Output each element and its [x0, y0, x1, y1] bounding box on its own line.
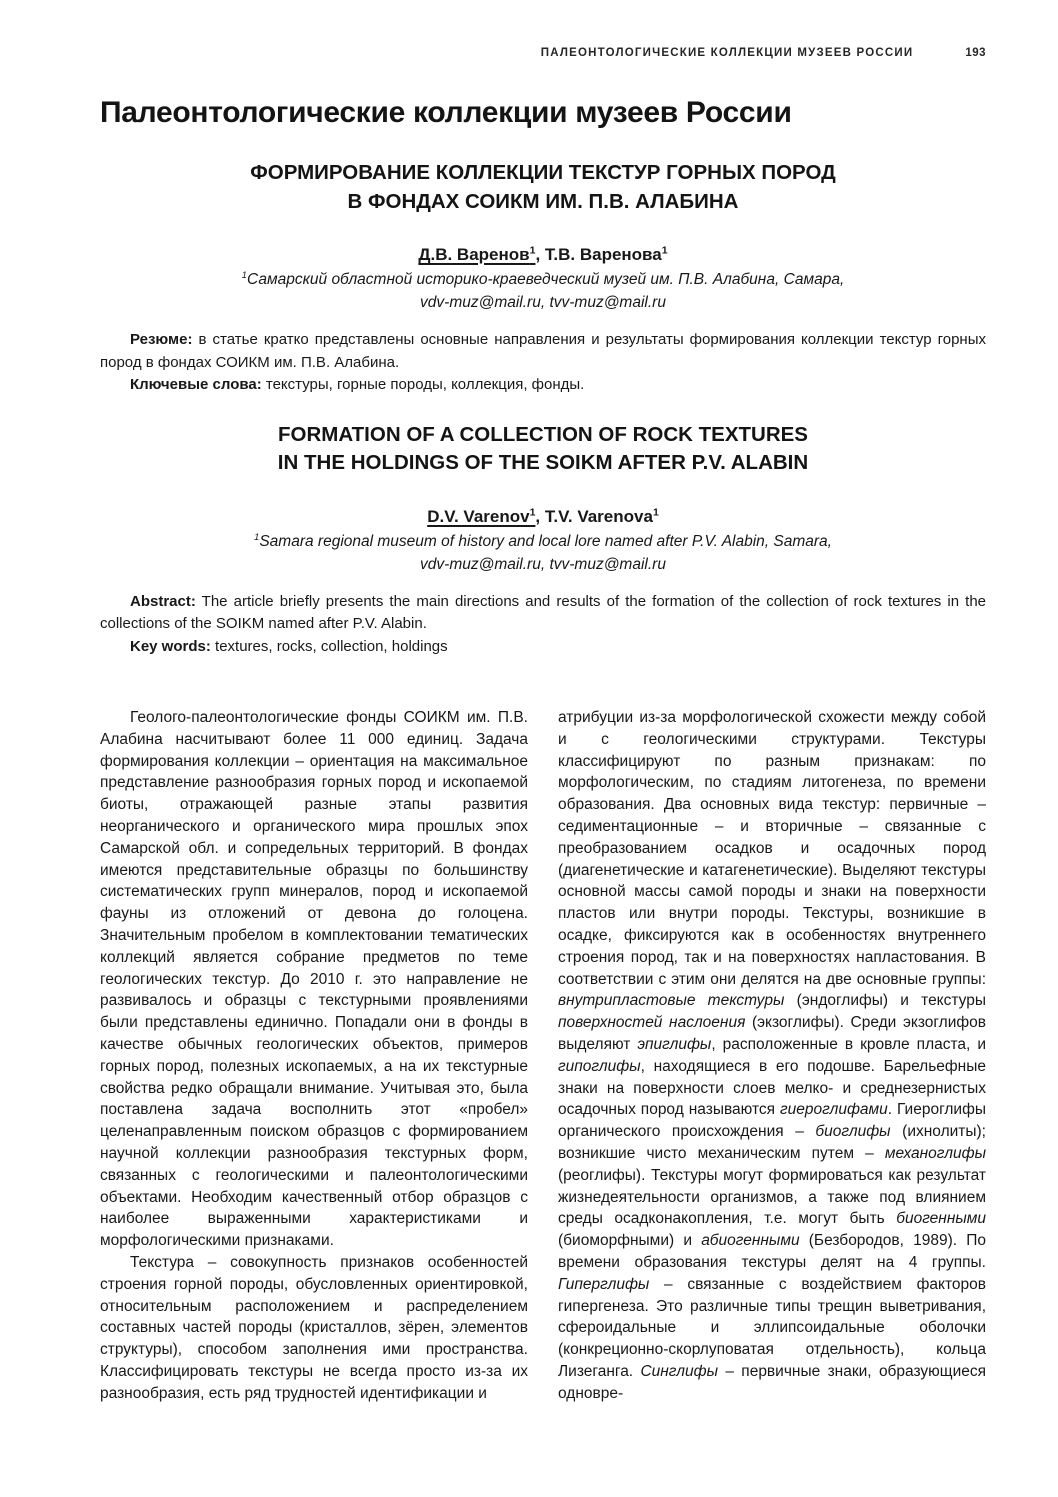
- abstract-en-text: The article briefly presents the main directions and results of the formation of the collection of rock textures in the collections of the SOIKM named after P.V. Alabin.: [100, 592, 986, 632]
- article-title-ru-line2: В ФОНДАХ СОИКМ ИМ. П.В. АЛАБИНА: [347, 189, 739, 213]
- keywords-en-label: Key words:: [130, 637, 211, 655]
- affiliation-ru-text: $^1$Самарский областной историко-краеведческий музей им. П.В. Алабина, Самара,: [241, 269, 845, 288]
- running-head: [100, 0, 986, 59]
- body-paragraph: Геолого-палеонтологические фонды СОИКМ им. П.В. Алабина насчитывают более 11 000 единиц. Задача формирования коллекции – ориентация на максимальное представление разнообразия горных пород и ископаемой биоты, отражающей разные этапы развития неорганического и органического мира прошлых эпох Самарской обл. и сопредельных территорий. В фондах имеются представительные образцы по большинству систематических групп минералов, пород и ископаемой фауны из отложений от девона до голоцена. Значительным пробелом в комплектовании тематических коллекций является собрание предметов по теме геологических текстур. До 2010 г. это направление не развивалось и образцы с текстурными проявлениями были представлены единично. Попадали они в фонды в качестве обычных геологических объектов, примеров горных пород, полезных ископаемых, а на их текстурные свойства редко обращали внимание. Учитывая это, была поставлена задача восполнить этот «пробел» целенаправленным поиском образцов с формированием научной коллекции разнообразия текстурных форм, связанных с геологическими и палеонтологическими объектами. Необходим качественный отбор образцов с наиболее выраженными характеристиками и морфологическими признаками.: [100, 709, 528, 1250]
- authors-en: [100, 507, 986, 527]
- article-title-en-line2: IN THE HOLDINGS OF THE SOIKM AFTER P.V. ALABIN: [277, 451, 809, 474]
- author-en-1: D.V. Varenov$^1$: [427, 505, 536, 526]
- page-content: [100, 0, 986, 1405]
- author-en-2: T.V. Varenova$^1$: [544, 505, 659, 526]
- author-ru-1: Д.В. Варенов$^1$: [418, 244, 536, 264]
- body-paragraph: Текстура – совокупность признаков особенностей строения горной породы, обусловленных ориентировкой, относительным расположением и распределением составных частей породы (кристаллов, зёрен, элементов структуры), способом заполнения ими пространства. Классифицировать текстуры не всегда просто из-за их разнообразия, есть ряд трудностей идентификации и: [100, 1253, 528, 1402]
- keywords-en-text: textures, rocks, collection, holdings: [210, 637, 448, 655]
- author-ru-2-affil-mark: 1: [661, 244, 668, 257]
- affiliation-ru-emails: vdv-muz@mail.ru, tvv-muz@mail.ru: [420, 294, 666, 311]
- body-column-left: [100, 707, 528, 1405]
- affiliation-en-emails: vdv-muz@mail.ru, tvv-muz@mail.ru: [420, 555, 666, 573]
- author-en-1-affil-mark: 1: [529, 505, 536, 518]
- affiliation-ru-mark: 1: [241, 269, 247, 281]
- body-column-right: [558, 707, 986, 1405]
- abstract-block-en: [100, 591, 986, 659]
- author-ru-2: Т.В. Варенова$^1$: [544, 244, 668, 264]
- page-number: 193: [965, 47, 986, 59]
- resume-ru: [100, 329, 986, 374]
- running-title: ПАЛЕОНТОЛОГИЧЕСКИЕ КОЛЛЕКЦИИ МУЗЕЕВ РОССИИ: [540, 47, 914, 59]
- article-title-ru: [100, 159, 986, 216]
- article-title-en: [100, 421, 986, 478]
- body-paragraph: атрибуции из-за морфологической схожести между собой и с геологическими структурами. Текстуры классифицируют по разным признакам: по морфологическим, по стадиям литогенеза, по времени образования. Два основных вида текстур: первичные – седиментационные – и вторичные – связанные с преобразованием осадков и осадочных пород (диагенетические и катагенетические). Выделяют текстуры основной массы самой породы и знаки на поверхности пластов или внутри породы. Текстуры, возникшие в осадке, фиксируются как в особенностях внутреннего строения пород, так и на поверхностях напластования. В соответствии с этим они делятся на две основные группы: внутрипластовые текстуры (эндоглифы) и текстуры поверхностей наслоения (экзоглифы). Среди экзоглифов выделяют эпиглифы, расположенные в кровле пласта, и гипоглифы, находящиеся в его подошве. Барельефные знаки на поверхности слоев мелко- и среднезернистых осадочных пород называются гиероглифами. Гиероглифы органического происхождения – биоглифы (ихнолиты); возникшие чисто механическим путем – механоглифы (реоглифы). Текстуры могут формироваться как результат жизнедеятельности организмов, а также под влиянием среды осадконакопления, т.е. могут быть биогенными (биоморфными) и абиогенными (Безбородов, 1989). По времени образования текстуры делят на 4 группы. Гиперглифы – связанные с воздействием факторов гипергенеза. Это различные типы трещин выветривания, сфероидальные и эллипсоидальные оболочки (конкреционно-скорлуповатая отдельность), кольца Лизеганга. Синглифы – первичные знаки, образующиеся одновре-: [558, 709, 987, 1402]
- section-heading: Палеонтологические коллекции музеев России: [100, 96, 792, 129]
- authors-en-separator: ,: [535, 506, 545, 526]
- author-ru-1-affil-mark: 1: [529, 244, 536, 257]
- authors-ru-separator: ,: [535, 245, 545, 264]
- resume-ru-text: в статье кратко представлены основные направления и результаты формирования коллекции текстур горных пород в фондах СОИКМ им. П.В. Алабина.: [100, 331, 986, 371]
- keywords-ru-label: Ключевые слова:: [130, 376, 262, 393]
- abstract-en-label: Abstract:: [130, 592, 196, 610]
- affiliation-ru: [100, 268, 986, 314]
- article-title-ru-line1: ФОРМИРОВАНИЕ КОЛЛЕКЦИИ ТЕКСТУР ГОРНЫХ ПОРОД: [250, 161, 836, 184]
- body-columns: [100, 707, 986, 1405]
- affiliation-en: [100, 530, 986, 576]
- keywords-ru-text: текстуры, горные породы, коллекция, фонды.: [261, 376, 585, 393]
- affiliation-en-mark: 1: [254, 531, 260, 543]
- keywords-en: [100, 636, 986, 659]
- author-en-2-affil-mark: 1: [652, 505, 659, 518]
- article-title-en-line1: FORMATION OF A COLLECTION OF ROCK TEXTURES: [278, 422, 808, 446]
- resume-ru-label: Резюме:: [130, 331, 193, 348]
- affiliation-en-text: $^1$Samara regional museum of history and local lore named after P.V. Alabin, Samara,: [254, 531, 832, 550]
- authors-ru: [100, 245, 986, 265]
- abstract-block-ru: [100, 329, 986, 397]
- abstract-en: [100, 591, 986, 636]
- keywords-ru: [100, 374, 986, 397]
